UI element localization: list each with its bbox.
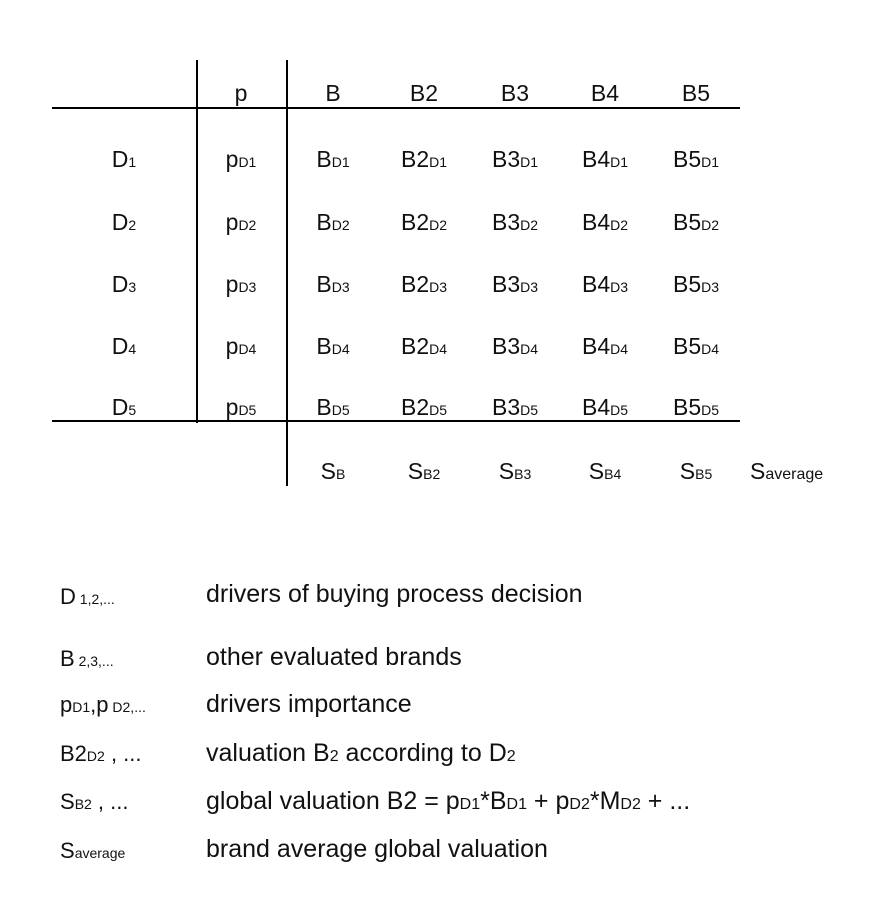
weight-brand-divider bbox=[286, 60, 288, 486]
valuation-cell: B5D1 bbox=[672, 146, 720, 172]
brand-total: SB bbox=[320, 458, 346, 484]
driver-label: D2 bbox=[111, 209, 137, 235]
legend-description: global valuation B2 = pD1*BD1 + pD2*MD2 + ... bbox=[206, 787, 691, 815]
valuation-cell: BD5 bbox=[316, 394, 350, 420]
driver-weight-divider bbox=[196, 60, 198, 423]
legend-term: D 1,2,... bbox=[60, 584, 115, 609]
legend-term: SB2 , ... bbox=[60, 789, 129, 814]
header-brand: B4 bbox=[590, 80, 620, 106]
header-brand: B5 bbox=[681, 80, 711, 106]
valuation-cell: B5D3 bbox=[672, 271, 720, 297]
valuation-cell: BD4 bbox=[316, 333, 350, 359]
brand-total: SB4 bbox=[588, 458, 622, 484]
valuation-cell: BD1 bbox=[316, 146, 350, 172]
legend-description: drivers of buying process decision bbox=[206, 580, 583, 608]
valuation-cell: B4D5 bbox=[581, 394, 629, 420]
legend-term: Saverage bbox=[60, 838, 126, 863]
valuation-cell: B3D5 bbox=[491, 394, 539, 420]
valuation-cell: B3D4 bbox=[491, 333, 539, 359]
valuation-cell: BD2 bbox=[316, 209, 350, 235]
header-brand: B bbox=[325, 80, 341, 106]
valuation-cell: B2D1 bbox=[400, 146, 448, 172]
legend-description: other evaluated brands bbox=[206, 643, 462, 671]
driver-label: D4 bbox=[111, 333, 137, 359]
valuation-cell: BD3 bbox=[316, 271, 350, 297]
driver-label: D5 bbox=[111, 394, 137, 420]
driver-weight: pD3 bbox=[225, 271, 257, 297]
legend-description: valuation B2 according to D2 bbox=[206, 739, 516, 767]
brand-total: SB5 bbox=[679, 458, 713, 484]
driver-weight: pD1 bbox=[225, 146, 257, 172]
header-brand: B2 bbox=[409, 80, 439, 106]
legend-description: brand average global valuation bbox=[206, 835, 548, 863]
driver-weight: pD5 bbox=[225, 394, 257, 420]
average-total: Saverage bbox=[750, 458, 824, 484]
valuation-cell: B3D2 bbox=[491, 209, 539, 235]
valuation-cell: B4D3 bbox=[581, 271, 629, 297]
header-rule bbox=[52, 107, 740, 109]
brand-total: SB3 bbox=[498, 458, 532, 484]
valuation-cell: B3D1 bbox=[491, 146, 539, 172]
valuation-cell: B4D2 bbox=[581, 209, 629, 235]
legend-term: B2D2 , ... bbox=[60, 741, 142, 766]
legend-term: pD1,p D2,... bbox=[60, 692, 146, 717]
valuation-cell: B2D5 bbox=[400, 394, 448, 420]
driver-weight: pD2 bbox=[225, 209, 257, 235]
valuation-cell: B3D3 bbox=[491, 271, 539, 297]
valuation-cell: B5D4 bbox=[672, 333, 720, 359]
driver-label: D3 bbox=[111, 271, 137, 297]
valuation-cell: B5D2 bbox=[672, 209, 720, 235]
driver-label: D1 bbox=[111, 146, 137, 172]
legend-description: drivers importance bbox=[206, 690, 412, 718]
header-weight: p bbox=[234, 80, 248, 106]
valuation-cell: B4D1 bbox=[581, 146, 629, 172]
driver-weight: pD4 bbox=[225, 333, 257, 359]
valuation-cell: B5D5 bbox=[672, 394, 720, 420]
valuation-cell: B2D2 bbox=[400, 209, 448, 235]
brand-total: SB2 bbox=[407, 458, 441, 484]
valuation-cell: B4D4 bbox=[581, 333, 629, 359]
legend-term: B 2,3,... bbox=[60, 646, 114, 671]
header-brand: B3 bbox=[500, 80, 530, 106]
totals-rule bbox=[52, 420, 740, 422]
valuation-cell: B2D3 bbox=[400, 271, 448, 297]
valuation-cell: B2D4 bbox=[400, 333, 448, 359]
